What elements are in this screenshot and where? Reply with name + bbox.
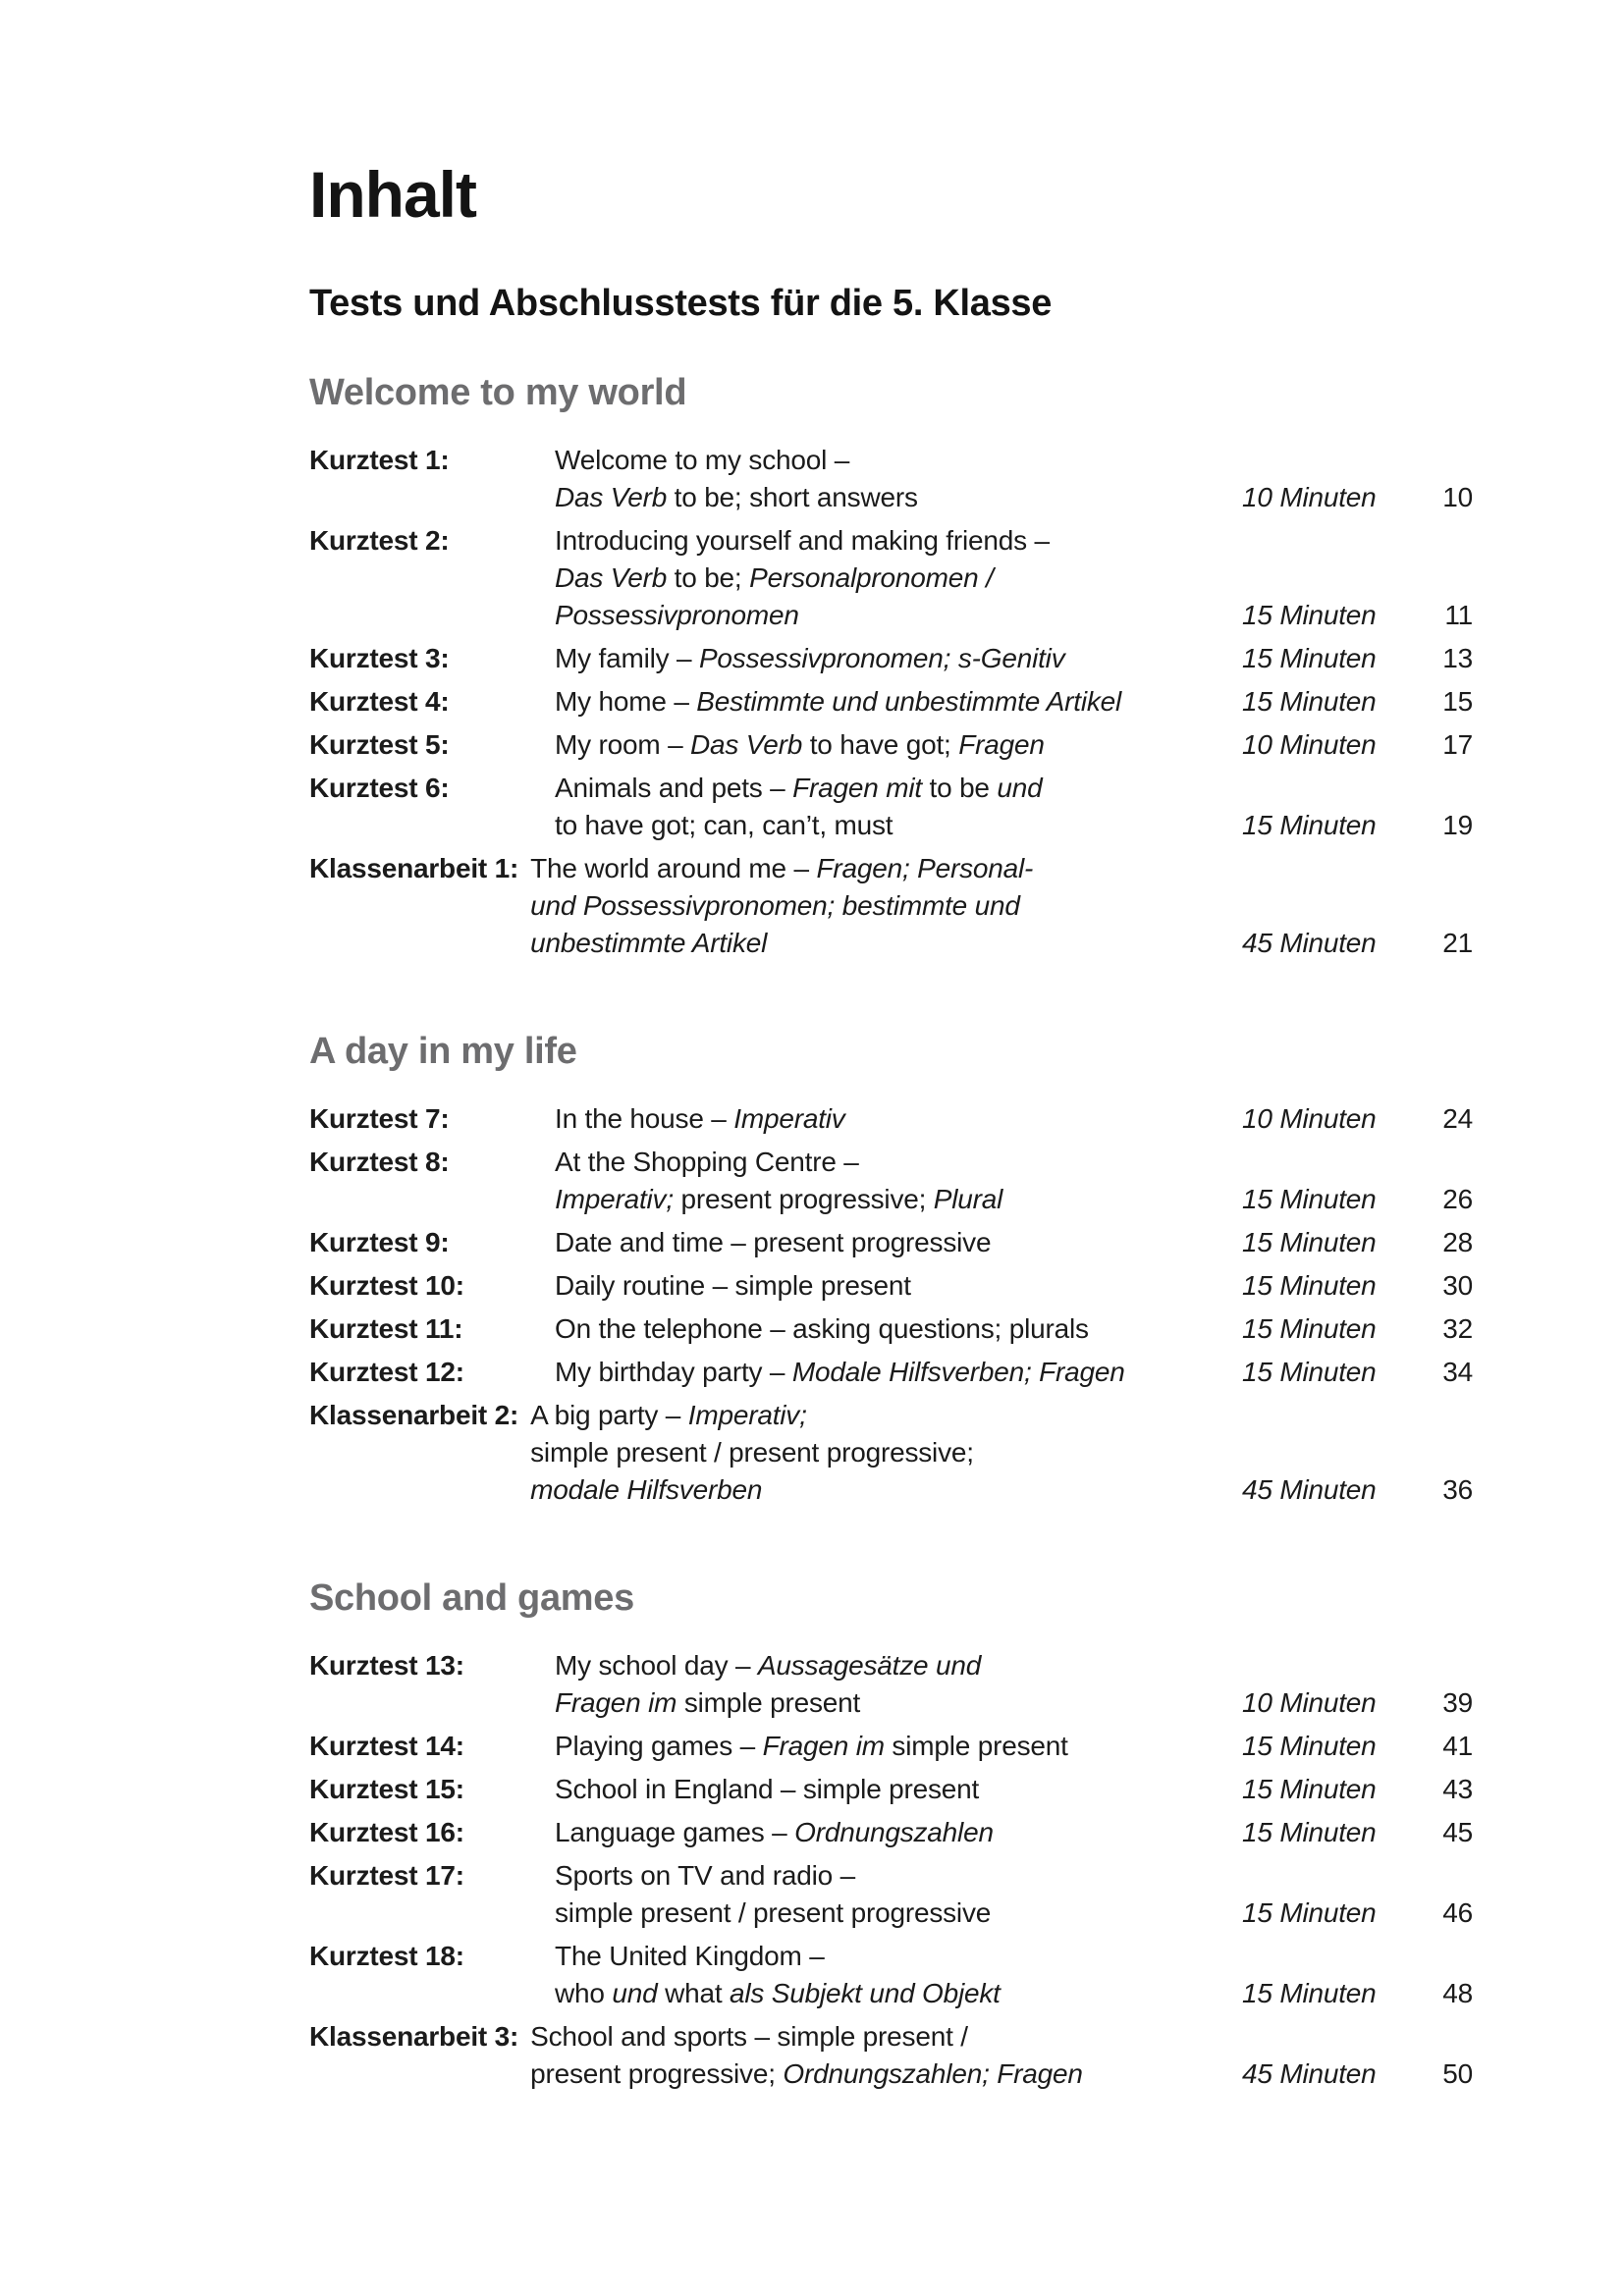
entry-duration: 45 Minuten: [1242, 2058, 1377, 2089]
entry-description-segment: Playing games –: [555, 1731, 763, 1761]
entry-description-segment: A big party –: [530, 1400, 688, 1430]
entry-description-segment: to be;: [667, 562, 750, 593]
entry-description-segment: Sports on TV and radio –: [555, 1860, 855, 1891]
entry-description-segment: Animals and pets –: [555, 773, 793, 803]
entry-description-segment: My school day –: [555, 1650, 758, 1681]
entry-duration: 10 Minuten: [1242, 1687, 1377, 1718]
entry-page-number: 45: [1442, 1817, 1473, 1847]
entry-description-segment: Das Verb: [555, 562, 668, 593]
entry-description: [555, 522, 1242, 634]
entry-label: Kurztest 2:: [309, 525, 450, 556]
entry-description-segment: Imperativ;: [687, 1400, 807, 1430]
entry-description-segment: und: [997, 773, 1043, 803]
entry-duration: 15 Minuten: [1242, 1357, 1377, 1387]
entry-description: [555, 1354, 1242, 1391]
entry-description-line: [555, 1354, 1242, 1391]
toc-section: [309, 1577, 1473, 2093]
entry-duration: 15 Minuten: [1242, 686, 1377, 717]
toc-entry: [309, 1310, 1473, 1348]
entry-meta: [1242, 1100, 1473, 1138]
entry-meta: [1242, 1975, 1473, 2012]
entry-label: Kurztest 15:: [309, 1774, 464, 1804]
toc-entry: [309, 522, 1473, 634]
entry-description: [555, 640, 1242, 677]
entry-meta: [1242, 597, 1473, 634]
entry-description: [555, 1857, 1242, 1932]
entry-description-segment: Das Verb: [555, 482, 668, 512]
section-heading: A day in my life: [309, 1031, 577, 1072]
entry-meta: [1242, 1310, 1473, 1348]
entry-description-segment: simple present: [884, 1731, 1068, 1761]
entry-page-number: 48: [1442, 1978, 1473, 2008]
entry-description-segment: present progressive;: [673, 1184, 934, 1214]
toc-sections: [309, 372, 1473, 2093]
entry-duration: 15 Minuten: [1242, 1313, 1377, 1344]
entry-meta: [1242, 1224, 1473, 1261]
entry-description-segment: School in England – simple present: [555, 1774, 980, 1804]
entry-description-line: [555, 1728, 1242, 1765]
entry-page-number: 41: [1442, 1731, 1473, 1761]
entry-description: [555, 770, 1242, 844]
entry-page-number: 11: [1444, 600, 1473, 630]
toc-entry: [309, 770, 1473, 844]
entry-duration: 15 Minuten: [1242, 1817, 1377, 1847]
entry-meta: [1242, 1814, 1473, 1851]
entry-duration: 15 Minuten: [1242, 1731, 1377, 1761]
entry-label: Kurztest 16:: [309, 1817, 464, 1847]
entry-page-number: 30: [1442, 1270, 1473, 1301]
entry-description-segment: what: [657, 1978, 730, 2008]
entry-description-line: [555, 1310, 1242, 1348]
entry-description: [555, 1814, 1242, 1851]
entry-description-segment: Personalpronomen /: [749, 562, 994, 593]
entry-description: [555, 1647, 1242, 1722]
entry-description-line: [555, 1857, 1242, 1895]
entry-label: Klassenarbeit 3:: [309, 2021, 519, 2052]
entry-description-segment: simple present / present progressive;: [530, 1437, 974, 1468]
entry-description-segment: Fragen; Personal-: [816, 853, 1034, 883]
entry-description-segment: Aussagesätze und: [757, 1650, 982, 1681]
entry-description-line: [555, 442, 1242, 479]
entry-description-line: [555, 640, 1242, 677]
entry-description-segment: to be: [921, 773, 998, 803]
entry-page-number: 46: [1442, 1897, 1473, 1928]
toc-entry: [309, 1814, 1473, 1851]
entry-description-line: [555, 479, 1242, 516]
toc-entry: [309, 1267, 1473, 1305]
entry-description-segment: In the house –: [555, 1103, 734, 1134]
entry-description-segment: My room –: [555, 729, 691, 760]
entry-description: [555, 726, 1242, 764]
entry-page-number: 34: [1442, 1357, 1473, 1387]
entry-description-segment: who: [555, 1978, 613, 2008]
entry-meta: [1242, 807, 1473, 844]
entry-label: Klassenarbeit 2:: [309, 1400, 519, 1430]
entry-description-segment: At the Shopping Centre –: [555, 1147, 859, 1177]
entry-description-segment: Das Verb: [690, 729, 803, 760]
entry-description: [555, 1224, 1242, 1261]
entry-duration: 45 Minuten: [1242, 928, 1377, 958]
entry-description: [555, 442, 1242, 516]
entry-description-segment: Possessivpronomen; s-Genitiv: [698, 643, 1065, 673]
toc-section: [309, 1031, 1473, 1509]
entry-description-line: [555, 726, 1242, 764]
toc-entry: [309, 726, 1473, 764]
entry-description-segment: My birthday party –: [555, 1357, 792, 1387]
entry-meta: [1242, 1267, 1473, 1305]
entry-description-segment: Possessivpronomen: [555, 600, 799, 630]
entry-label: Kurztest 1:: [309, 445, 450, 475]
toc-entry: [309, 1224, 1473, 1261]
entry-page-number: 28: [1442, 1227, 1473, 1257]
entry-description-segment: On the telephone – asking questions; plurals: [555, 1313, 1089, 1344]
entry-description: [555, 1728, 1242, 1765]
entry-description-segment: Modale Hilfsverben; Fragen: [791, 1357, 1125, 1387]
entry-duration: 15 Minuten: [1242, 1184, 1377, 1214]
entry-description-line: [555, 1647, 1242, 1684]
entry-description-segment: to have got; can, can’t, must: [555, 810, 893, 840]
entry-description-line: [555, 1771, 1242, 1808]
entry-label: Kurztest 10:: [309, 1270, 464, 1301]
entry-meta: [1242, 925, 1473, 962]
entry-label: Kurztest 6:: [309, 773, 450, 803]
entry-description-line: [555, 522, 1242, 560]
toc-entry: [309, 1938, 1473, 2012]
section-heading: School and games: [309, 1577, 634, 1619]
entry-description-segment: Ordnungszahlen; Fragen: [783, 2058, 1083, 2089]
toc-section: [309, 372, 1473, 962]
entry-meta: [1242, 1684, 1473, 1722]
entry-duration: 15 Minuten: [1242, 1270, 1377, 1301]
entry-label: Kurztest 13:: [309, 1650, 464, 1681]
entry-label: Klassenarbeit 1:: [309, 853, 519, 883]
entry-meta: [1242, 683, 1473, 721]
entry-page-number: 24: [1442, 1103, 1473, 1134]
toc-entry: [309, 1728, 1473, 1765]
entry-page-number: 50: [1442, 2058, 1473, 2089]
entry-label: Kurztest 3:: [309, 643, 450, 673]
entry-label: Kurztest 5:: [309, 729, 450, 760]
toc-entry: [309, 1100, 1473, 1138]
entry-description-segment: Language games –: [555, 1817, 795, 1847]
entry-description-segment: Fragen im: [555, 1687, 677, 1718]
entry-label: Kurztest 11:: [309, 1313, 463, 1344]
entry-duration: 10 Minuten: [1242, 482, 1377, 512]
entry-page-number: 17: [1442, 729, 1473, 760]
entry-description-line: [555, 683, 1242, 721]
entry-description-line: [555, 1938, 1242, 1975]
entry-duration: 10 Minuten: [1242, 729, 1377, 760]
entry-duration: 15 Minuten: [1242, 643, 1377, 673]
entry-duration: 15 Minuten: [1242, 1774, 1377, 1804]
entry-description-segment: als Subjekt und Objekt: [730, 1978, 1001, 2008]
entry-description-line: [555, 1100, 1242, 1138]
entry-description-segment: Imperativ: [733, 1103, 845, 1134]
entry-description-line: [555, 770, 1242, 807]
entry-duration: 15 Minuten: [1242, 600, 1377, 630]
entry-description-line: [555, 1181, 1242, 1218]
entry-page-number: 19: [1442, 810, 1473, 840]
entry-meta: [1242, 1181, 1473, 1218]
entry-label: Kurztest 18:: [309, 1941, 464, 1971]
entry-duration: 15 Minuten: [1242, 1227, 1377, 1257]
entry-page-number: 39: [1442, 1687, 1473, 1718]
entry-description-segment: to be; short answers: [667, 482, 918, 512]
entry-duration: 10 Minuten: [1242, 1103, 1377, 1134]
entry-meta: [1242, 726, 1473, 764]
toc-entry: [309, 1144, 1473, 1218]
entry-description-line: [530, 925, 1242, 962]
entry-duration: 45 Minuten: [1242, 1474, 1377, 1505]
entry-description: [555, 1100, 1242, 1138]
entry-description-segment: School and sports – simple present /: [530, 2021, 968, 2052]
entry-description-line: [530, 2056, 1242, 2093]
entry-page-number: 43: [1442, 1774, 1473, 1804]
entry-meta: [1242, 640, 1473, 677]
entry-description-segment: modale Hilfsverben: [530, 1474, 763, 1505]
entry-description-line: [555, 1975, 1242, 2012]
entry-description-segment: Date and time – present progressive: [555, 1227, 992, 1257]
entry-description: [555, 1267, 1242, 1305]
entry-description-line: [555, 1814, 1242, 1851]
toc-entry: [309, 1647, 1473, 1722]
entry-description-segment: Ordnungszahlen: [794, 1817, 994, 1847]
entry-duration: 15 Minuten: [1242, 1897, 1377, 1928]
entry-description-segment: Fragen im: [762, 1731, 885, 1761]
entry-description-line: [530, 1471, 1242, 1509]
entry-page-number: 13: [1442, 643, 1473, 673]
entry-label: Kurztest 14:: [309, 1731, 464, 1761]
entry-description-line: [555, 560, 1242, 597]
toc-entry: [309, 640, 1473, 677]
entry-description-line: [555, 1144, 1242, 1181]
entry-description-segment: to have got;: [802, 729, 959, 760]
section-heading: Welcome to my world: [309, 372, 687, 413]
entry-description: [530, 1397, 1242, 1509]
entry-page-number: 26: [1442, 1184, 1473, 1214]
entry-description-segment: und Possessivpronomen; bestimmte und: [530, 890, 1020, 921]
entry-description: [555, 683, 1242, 721]
entry-description-segment: Daily routine – simple present: [555, 1270, 911, 1301]
entry-description-segment: present progressive;: [530, 2058, 784, 2089]
entry-description: [530, 2018, 1242, 2093]
entry-meta: [1242, 2056, 1473, 2093]
entry-page-number: 15: [1442, 686, 1473, 717]
entry-page-number: 36: [1442, 1474, 1473, 1505]
entry-description-line: [555, 807, 1242, 844]
entry-description-line: [530, 2018, 1242, 2056]
entry-label: Kurztest 17:: [309, 1860, 464, 1891]
entry-page-number: 21: [1442, 928, 1473, 958]
entry-description-segment: Imperativ;: [555, 1184, 674, 1214]
entry-description-segment: Plural: [933, 1184, 1003, 1214]
entry-page-number: 32: [1442, 1313, 1473, 1344]
entry-label: Kurztest 9:: [309, 1227, 450, 1257]
toc-entry: [309, 1771, 1473, 1808]
entry-description-line: [530, 1397, 1242, 1434]
toc-entry: [309, 850, 1473, 962]
entry-page-number: 10: [1442, 482, 1473, 512]
entry-description-line: [530, 887, 1242, 925]
entry-description-line: [555, 1684, 1242, 1722]
entry-description-line: [555, 1267, 1242, 1305]
toc-entry: [309, 1857, 1473, 1932]
toc-entry: [309, 2018, 1473, 2093]
entry-meta: [1242, 1895, 1473, 1932]
entry-description-segment: My family –: [555, 643, 699, 673]
entry-description-segment: und: [612, 1978, 658, 2008]
entry-description-segment: simple present / present progressive: [555, 1897, 992, 1928]
page-subtitle: Tests und Abschlusstests für die 5. Klasse: [309, 283, 1053, 324]
entry-meta: [1242, 1354, 1473, 1391]
toc-entry: [309, 683, 1473, 721]
entry-description: [555, 1144, 1242, 1218]
entry-description: [555, 1938, 1242, 2012]
entry-description-segment: unbestimmte Artikel: [530, 928, 768, 958]
entry-description-line: [555, 597, 1242, 634]
entry-description-line: [555, 1895, 1242, 1932]
entry-description-line: [555, 1224, 1242, 1261]
entry-meta: [1242, 1471, 1473, 1509]
entry-description-line: [530, 850, 1242, 887]
entry-description: [555, 1310, 1242, 1348]
toc-entry: [309, 442, 1473, 516]
entry-label: Kurztest 12:: [309, 1357, 464, 1387]
entry-label: Kurztest 8:: [309, 1147, 450, 1177]
entry-description-segment: The world around me –: [530, 853, 817, 883]
entry-description-segment: Introducing yourself and making friends –: [555, 525, 1050, 556]
entry-description: [555, 1771, 1242, 1808]
entry-duration: 15 Minuten: [1242, 810, 1377, 840]
entry-description-segment: simple present: [677, 1687, 861, 1718]
entry-label: Kurztest 7:: [309, 1103, 450, 1134]
entry-duration: 15 Minuten: [1242, 1978, 1377, 2008]
entry-description-line: [530, 1434, 1242, 1471]
entry-meta: [1242, 479, 1473, 516]
entry-description-segment: My home –: [555, 686, 697, 717]
toc-entry: [309, 1397, 1473, 1509]
entry-description-segment: Fragen: [958, 729, 1045, 760]
toc-entry: [309, 1354, 1473, 1391]
page-title: Inhalt: [309, 158, 476, 231]
entry-description-segment: The United Kingdom –: [555, 1941, 825, 1971]
entry-meta: [1242, 1771, 1473, 1808]
entry-description-segment: Welcome to my school –: [555, 445, 850, 475]
entry-description: [530, 850, 1242, 962]
entry-description-segment: Fragen mit: [792, 773, 922, 803]
entry-meta: [1242, 1728, 1473, 1765]
entry-label: Kurztest 4:: [309, 686, 450, 717]
entry-description-segment: Bestimmte und unbestimmte Artikel: [696, 686, 1122, 717]
